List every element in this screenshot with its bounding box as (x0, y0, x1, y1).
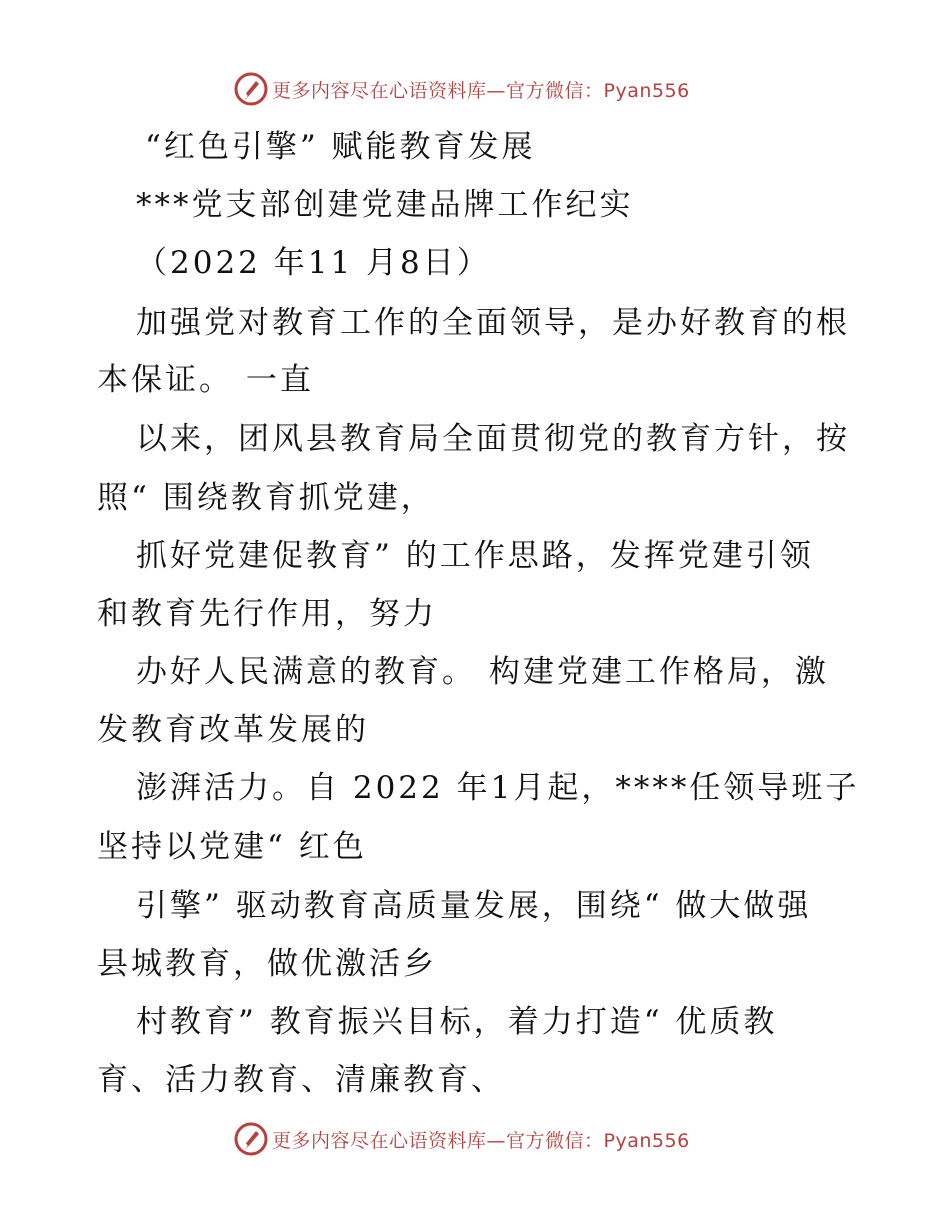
paragraph-line: 澎湃活力。自 2022 年1月起，****任领导班子 (136, 770, 860, 806)
paragraph-line: 照“ 围绕教育抓党建， (97, 480, 435, 516)
paragraph-line: 村教育” 教育振兴目标，着力打造“ 优质教 (136, 1004, 778, 1040)
watermark-text (272, 1126, 690, 1153)
paragraph-line: 加强党对教育工作的全面领导，是办好教育的根 (136, 305, 850, 341)
paragraph-line: 县城教育，做优激活乡 (97, 946, 437, 982)
paragraph-line: 育、活力教育、清廉教育、 (97, 1062, 505, 1098)
watermark-wechat: 官方微信：Pyan556 (506, 1130, 690, 1152)
document-date: （2022 年11 月8日） (136, 245, 491, 281)
document-title: “红色引擎” 赋能教育发展 (145, 129, 536, 165)
paragraph-line: 办好人民满意的教育。 构建党建工作格局，激 (136, 654, 829, 690)
paragraph-line: 本保证。 一直 (97, 362, 314, 398)
paragraph-line: 坚持以党建“ 红色 (97, 829, 367, 865)
paragraph-line: 抓好党建促教育” 的工作思路，发挥党建引领 (136, 538, 814, 574)
watermark-dash: — (486, 80, 507, 102)
paragraph-line: 引擎” 驱动教育高质量发展，围绕“ 做大做强 (136, 888, 812, 924)
document-subtitle: ***党支部创建党建品牌工作纪实 (136, 187, 634, 223)
quill-seal-icon (234, 72, 268, 106)
watermark-site-name: 更多内容尽在心语资料库 (272, 80, 487, 102)
watermark-wechat: 官方微信：Pyan556 (506, 80, 690, 102)
watermark-dash: — (486, 1130, 507, 1152)
paragraph-line: 发教育改革发展的 (97, 712, 369, 748)
paragraph-line: 和教育先行作用，努力 (97, 596, 437, 632)
paragraph-line: 以来，团风县教育局全面贯彻党的教育方针，按 (136, 421, 850, 457)
watermark-header (0, 70, 950, 110)
watermark-site-name: 更多内容尽在心语资料库 (272, 1130, 487, 1152)
quill-seal-icon (234, 1122, 268, 1156)
watermark-footer (0, 1120, 950, 1160)
watermark-text (272, 76, 690, 103)
